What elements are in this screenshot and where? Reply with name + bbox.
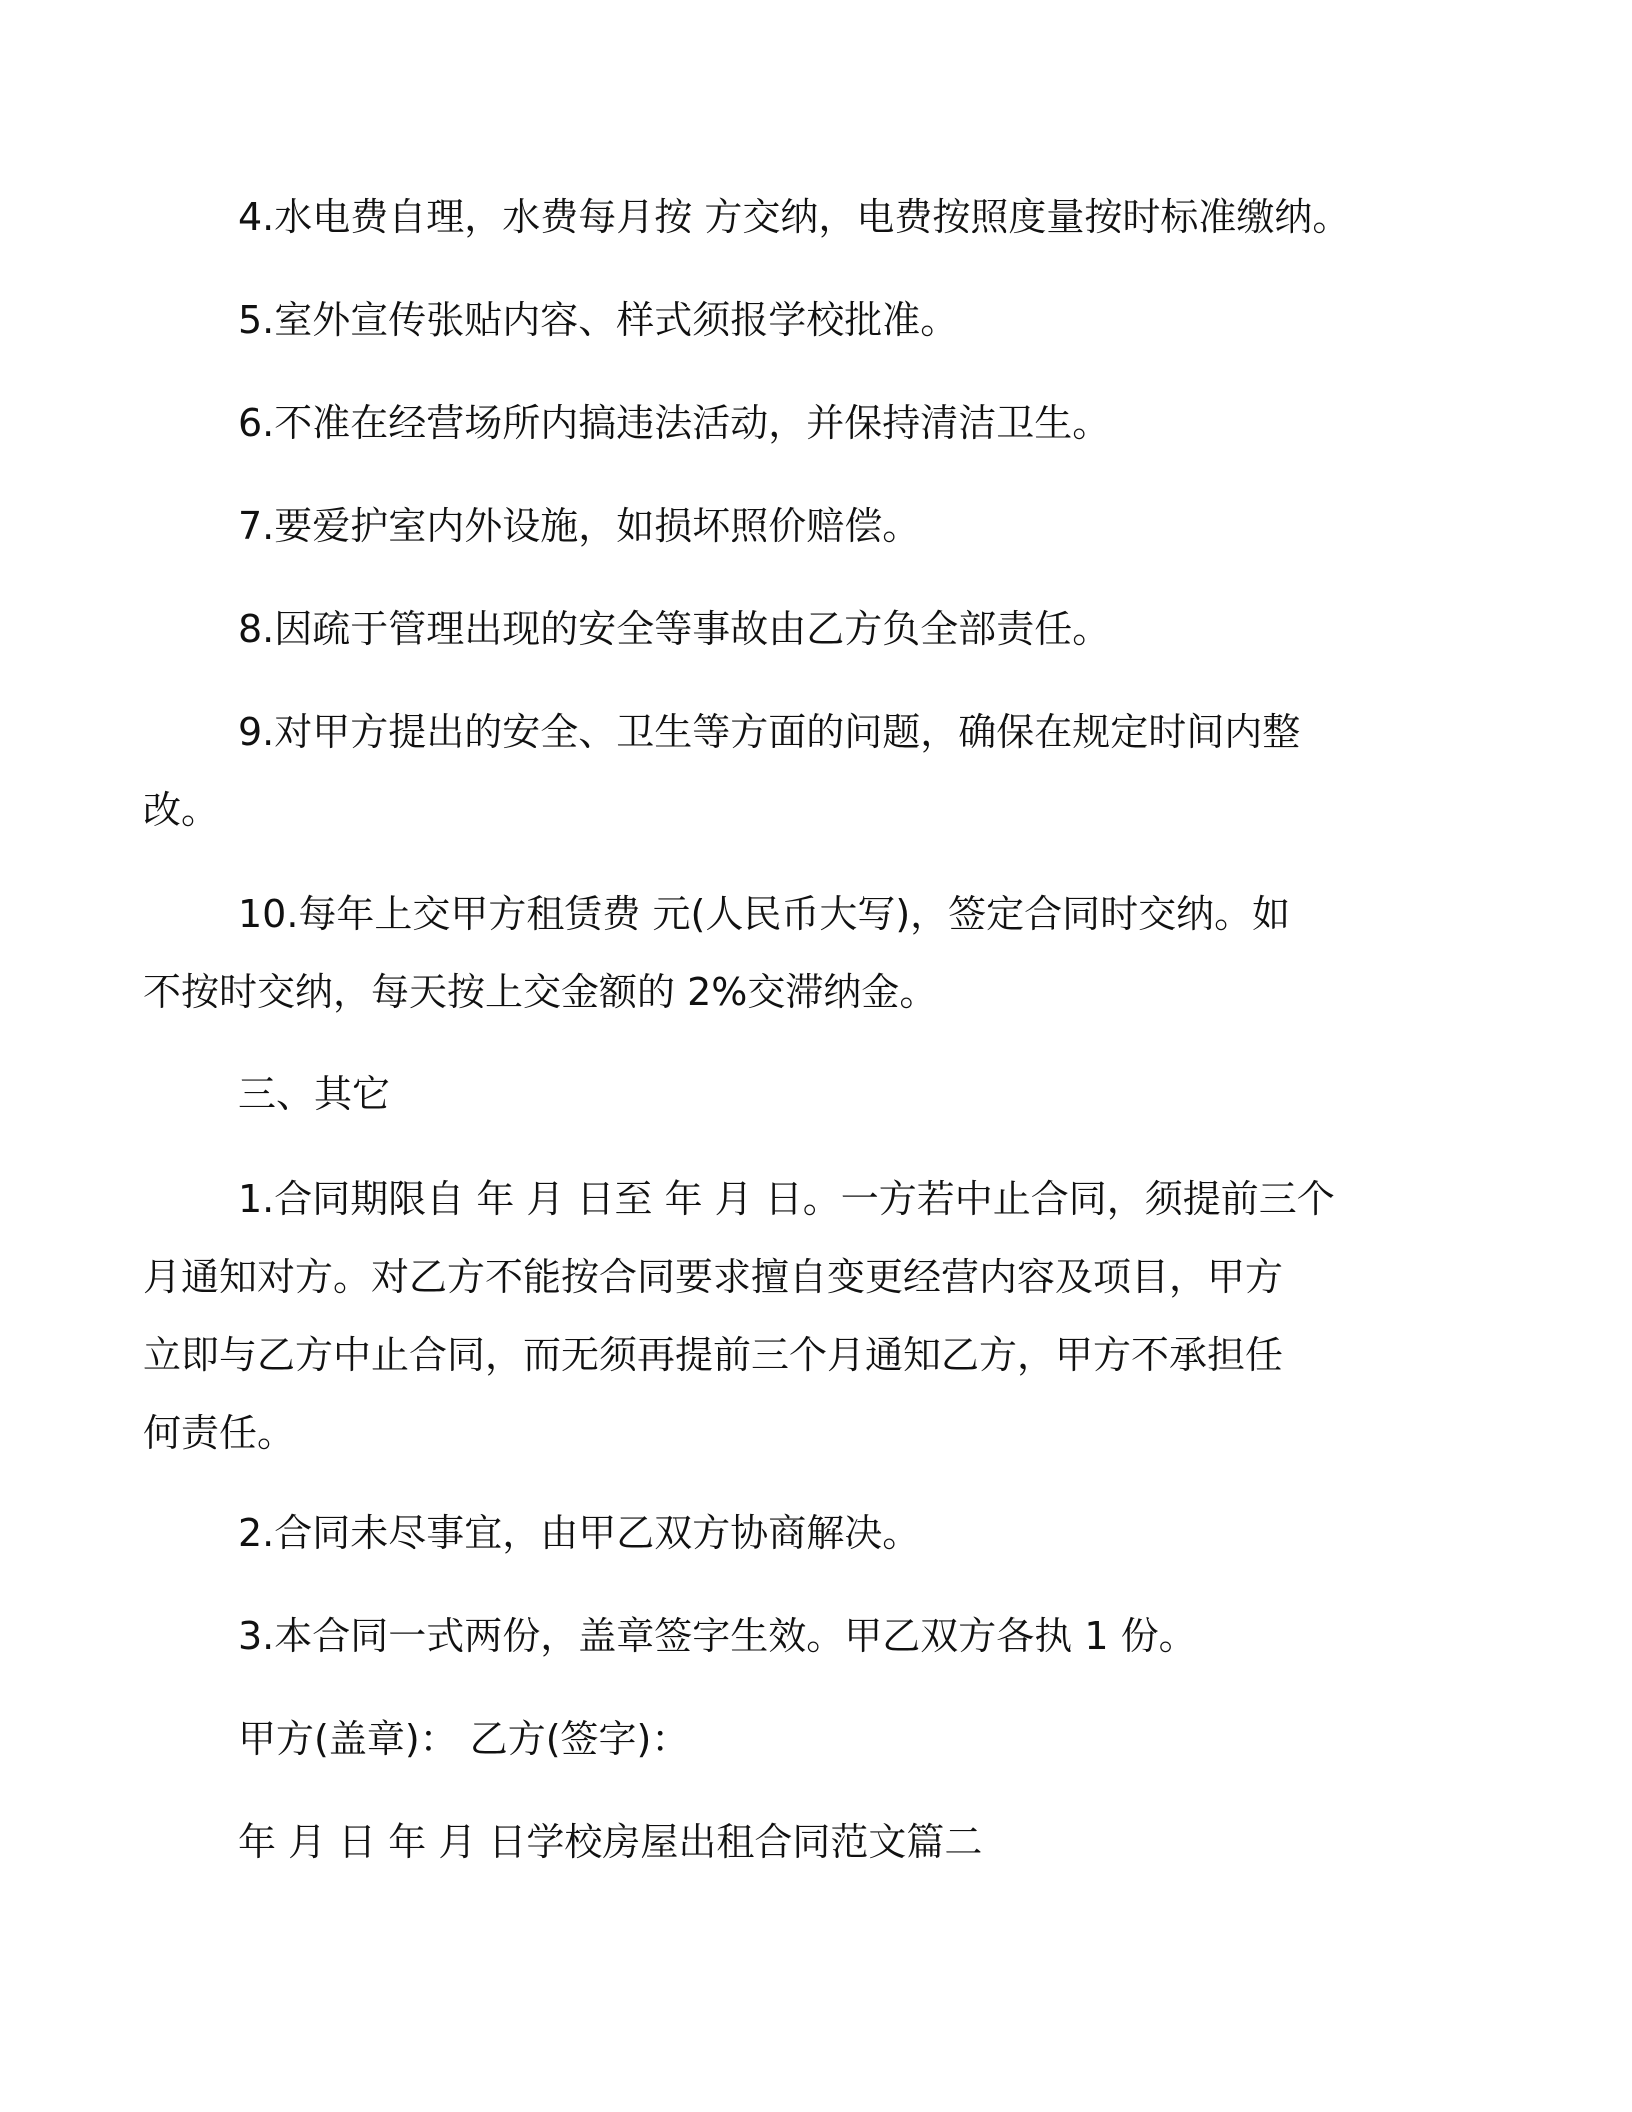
text-line: 4.水电费自理，水费每月按 方交纳，电费按照度量按时标准缴纳。 [238, 195, 1351, 239]
text-line: 9.对甲方提出的安全、卫生等方面的问题，确保在规定时间内整 [238, 710, 1301, 754]
clause-4 [238, 178, 1388, 256]
clause-6 [238, 384, 1388, 462]
clause-7 [238, 487, 1388, 565]
other-clause-3 [238, 1597, 1388, 1675]
text-line: 何责任。 [143, 1411, 296, 1455]
other-clause-1 [143, 1160, 1388, 1472]
text-line: 三、其它 [238, 1072, 391, 1116]
clause-10 [143, 875, 1388, 1031]
text-line: 1.合同期限自 年 月 日至 年 月 日。一方若中止合同，须提前三个 [238, 1177, 1335, 1221]
text-line: 10.每年上交甲方租赁费 元(人民币大写)，签定合同时交纳。如 [238, 892, 1291, 936]
text-line: 甲方(盖章)： 乙方(签字)： [238, 1717, 690, 1761]
text-line: 不按时交纳，每天按上交金额的 2%交滞纳金。 [143, 970, 938, 1014]
text-line: 8.因疏于管理出现的安全等事故由乙方负全部责任。 [238, 607, 1111, 651]
text-line: 月通知对方。对乙方不能按合同要求擅自变更经营内容及项目，甲方 [143, 1255, 1284, 1299]
text-line: 3.本合同一式两份，盖章签字生效。甲乙双方各执 1 份。 [238, 1614, 1197, 1658]
text-line: 2.合同未尽事宜，由甲乙双方协商解决。 [238, 1511, 921, 1555]
date-line [238, 1803, 1388, 1881]
text-line: 6.不准在经营场所内搞违法活动，并保持清洁卫生。 [238, 401, 1111, 445]
section-heading-other [238, 1055, 1388, 1133]
clause-9 [143, 693, 1388, 849]
text-line: 立即与乙方中止合同，而无须再提前三个月通知乙方，甲方不承担任 [143, 1333, 1284, 1377]
clause-5 [238, 281, 1388, 359]
text-line: 7.要爱护室内外设施，如损坏照价赔偿。 [238, 504, 921, 548]
text-line: 改。 [143, 788, 220, 832]
text-line: 年 月 日 年 月 日学校房屋出租合同范文篇二 [238, 1820, 983, 1864]
text-line: 5.室外宣传张贴内容、样式须报学校批准。 [238, 298, 959, 342]
other-clause-2 [238, 1494, 1388, 1572]
clause-8 [238, 590, 1388, 668]
signature-line [238, 1700, 1388, 1778]
